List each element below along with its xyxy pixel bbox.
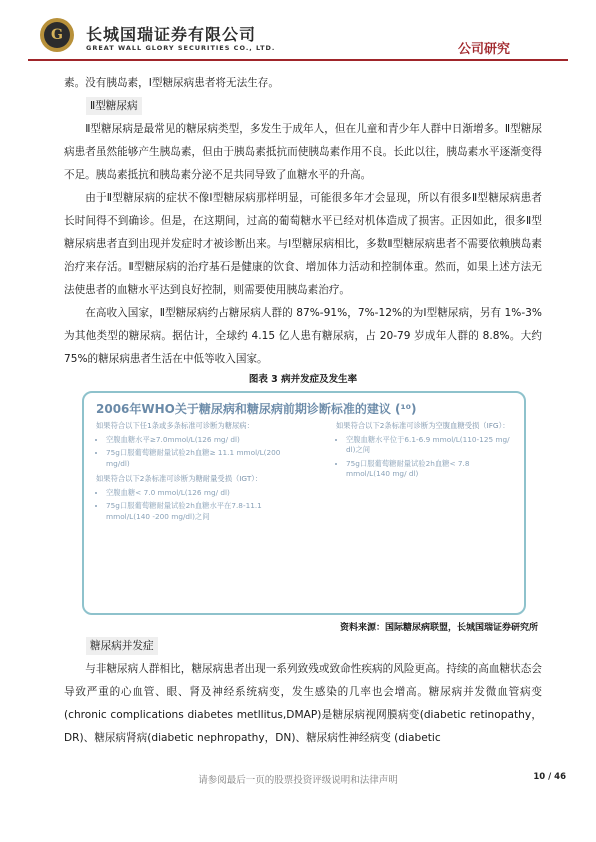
figure-who-criteria bbox=[82, 391, 526, 615]
criteria-item: • 空腹血糖< 7.0 mmol/L(126 mg/ dl) bbox=[106, 488, 296, 499]
logo-mark-icon: G bbox=[44, 22, 70, 48]
criteria-item: • 空腹血糖水平≥7.0mmol/L(126 mg/ dl) bbox=[106, 435, 296, 446]
subheading-complications: 糖尿病并发症 bbox=[86, 637, 158, 655]
footer-disclaimer: 请参阅最后一页的股票投资评级说明和法律声明 bbox=[198, 775, 398, 786]
header-divider bbox=[28, 59, 568, 61]
paragraph-type2-intro: Ⅱ型糖尿病是最常见的糖尿病类型，多发生于成年人，但在儿童和青少年人群中日渐增多。Ⅱ型糖尿病患者虽然能够产生胰岛素，但由于胰岛素抵抗而使胰岛素作用不良。长此以往，胰岛素水平逐渐变得不足。胰岛素抵抗和胰岛素分泌不足共同导致了血糖水平的升高。 bbox=[64, 123, 542, 181]
paragraph-type1-end: 素。没有胰岛素，Ⅰ型糖尿病患者将无法生存。 bbox=[64, 77, 279, 89]
figure-left-column bbox=[96, 421, 296, 527]
figure-caption: 图表 3 病并发症及发生率 bbox=[248, 374, 358, 385]
criteria-item: • 75g口服葡萄糖耐量试验2h血糖水平在7.8-11.1 mmol/L(140 -200 mg/dl)之间 bbox=[106, 501, 296, 522]
criteria-igt-lead: 如果符合以下2条标准可诊断为糖耐量受损（IGT）： bbox=[96, 474, 263, 483]
criteria-ifg-lead: 如果符合以下2条标准可诊断为空腹血糖受损（IFG）： bbox=[336, 421, 510, 430]
company-name-cn: 长城国瑞证券有限公司 bbox=[86, 25, 257, 44]
paragraph-type2-diagnosis: 由于Ⅱ型糖尿病的症状不像Ⅰ型糖尿病那样明显，可能很多年才会显现，所以有很多Ⅱ型糖尿病患者长时间得不到确诊。但是，在这期间，过高的葡萄糖水平已经对机体造成了损害。正因如此，很多Ⅱ型糖尿病患者直到出现并发症时才被诊断出来。与Ⅰ型糖尿病相比，多数Ⅱ型糖尿病患者不需要依赖胰岛素治疗来存活。Ⅱ型糖尿病的治疗基石是健康的饮食、增加体力活动和控制体重。然而，如果上述方法无法使患者的血糖水平达到良好控制，则需要使用胰岛素治疗。 bbox=[64, 192, 542, 296]
figure-source: 资料来源：国际糖尿病联盟，长城国瑞证券研究所 bbox=[339, 623, 538, 633]
paragraph-type2-prevalence: 在高收入国家，Ⅱ型糖尿病约占糖尿病人群的 87%-91%，7%-12%的为Ⅰ型糖尿病，另有 1%-3%为其他类型的糖尿病。据估计，全球约 4.15 亿人患有糖尿病，占 20-79 岁成年人群的 8.8%。大约 75%的糖尿病患者生活在中低等收入国家。 bbox=[64, 307, 542, 365]
company-name-en: GREAT WALL GLORY SECURITIES CO., LTD. bbox=[86, 44, 276, 52]
section-label: 公司研究 bbox=[457, 42, 510, 57]
criteria-item: • 75g口服葡萄糖耐量试验2h血糖< 7.8 mmol/L(140 mg/ dl) bbox=[346, 459, 512, 480]
company-logo bbox=[40, 18, 74, 52]
figure-heading: 2006年WHO关于糖尿病和糖尿病前期诊断标准的建议 (¹⁰) bbox=[96, 402, 417, 416]
criteria-diabetes-lead: 如果符合以下任1条或多条标准可诊断为糖尿病： bbox=[96, 421, 254, 430]
page-header bbox=[0, 0, 596, 66]
main-content bbox=[64, 72, 542, 750]
page-number: 10 / 46 bbox=[533, 772, 566, 782]
figure-right-column bbox=[336, 421, 512, 527]
criteria-item: • 75g口服葡萄糖耐量试验2h血糖≥ 11.1 mmol/L(200 mg/dl) bbox=[106, 448, 296, 469]
paragraph-complications: 与非糖尿病人群相比，糖尿病患者出现一系列致残或致命性疾病的风险更高。持续的高血糖状态会导致严重的心血管、眼、肾及神经系统病变，发生感染的几率也会增高。糖尿病并发微血管病变(chronic complications diabetes metllitus,DMAP)是糖尿病视网膜病变(diabetic retinopathy，DR)、糖尿病肾病(diabetic nephropathy，DN)、糖尿病性神经病变 (diabetic bbox=[64, 663, 542, 744]
subheading-type2: Ⅱ型糖尿病 bbox=[86, 97, 142, 115]
criteria-item: • 空腹血糖水平位于6.1-6.9 mmol/L(110-125 mg/ dl)之间 bbox=[346, 435, 512, 456]
